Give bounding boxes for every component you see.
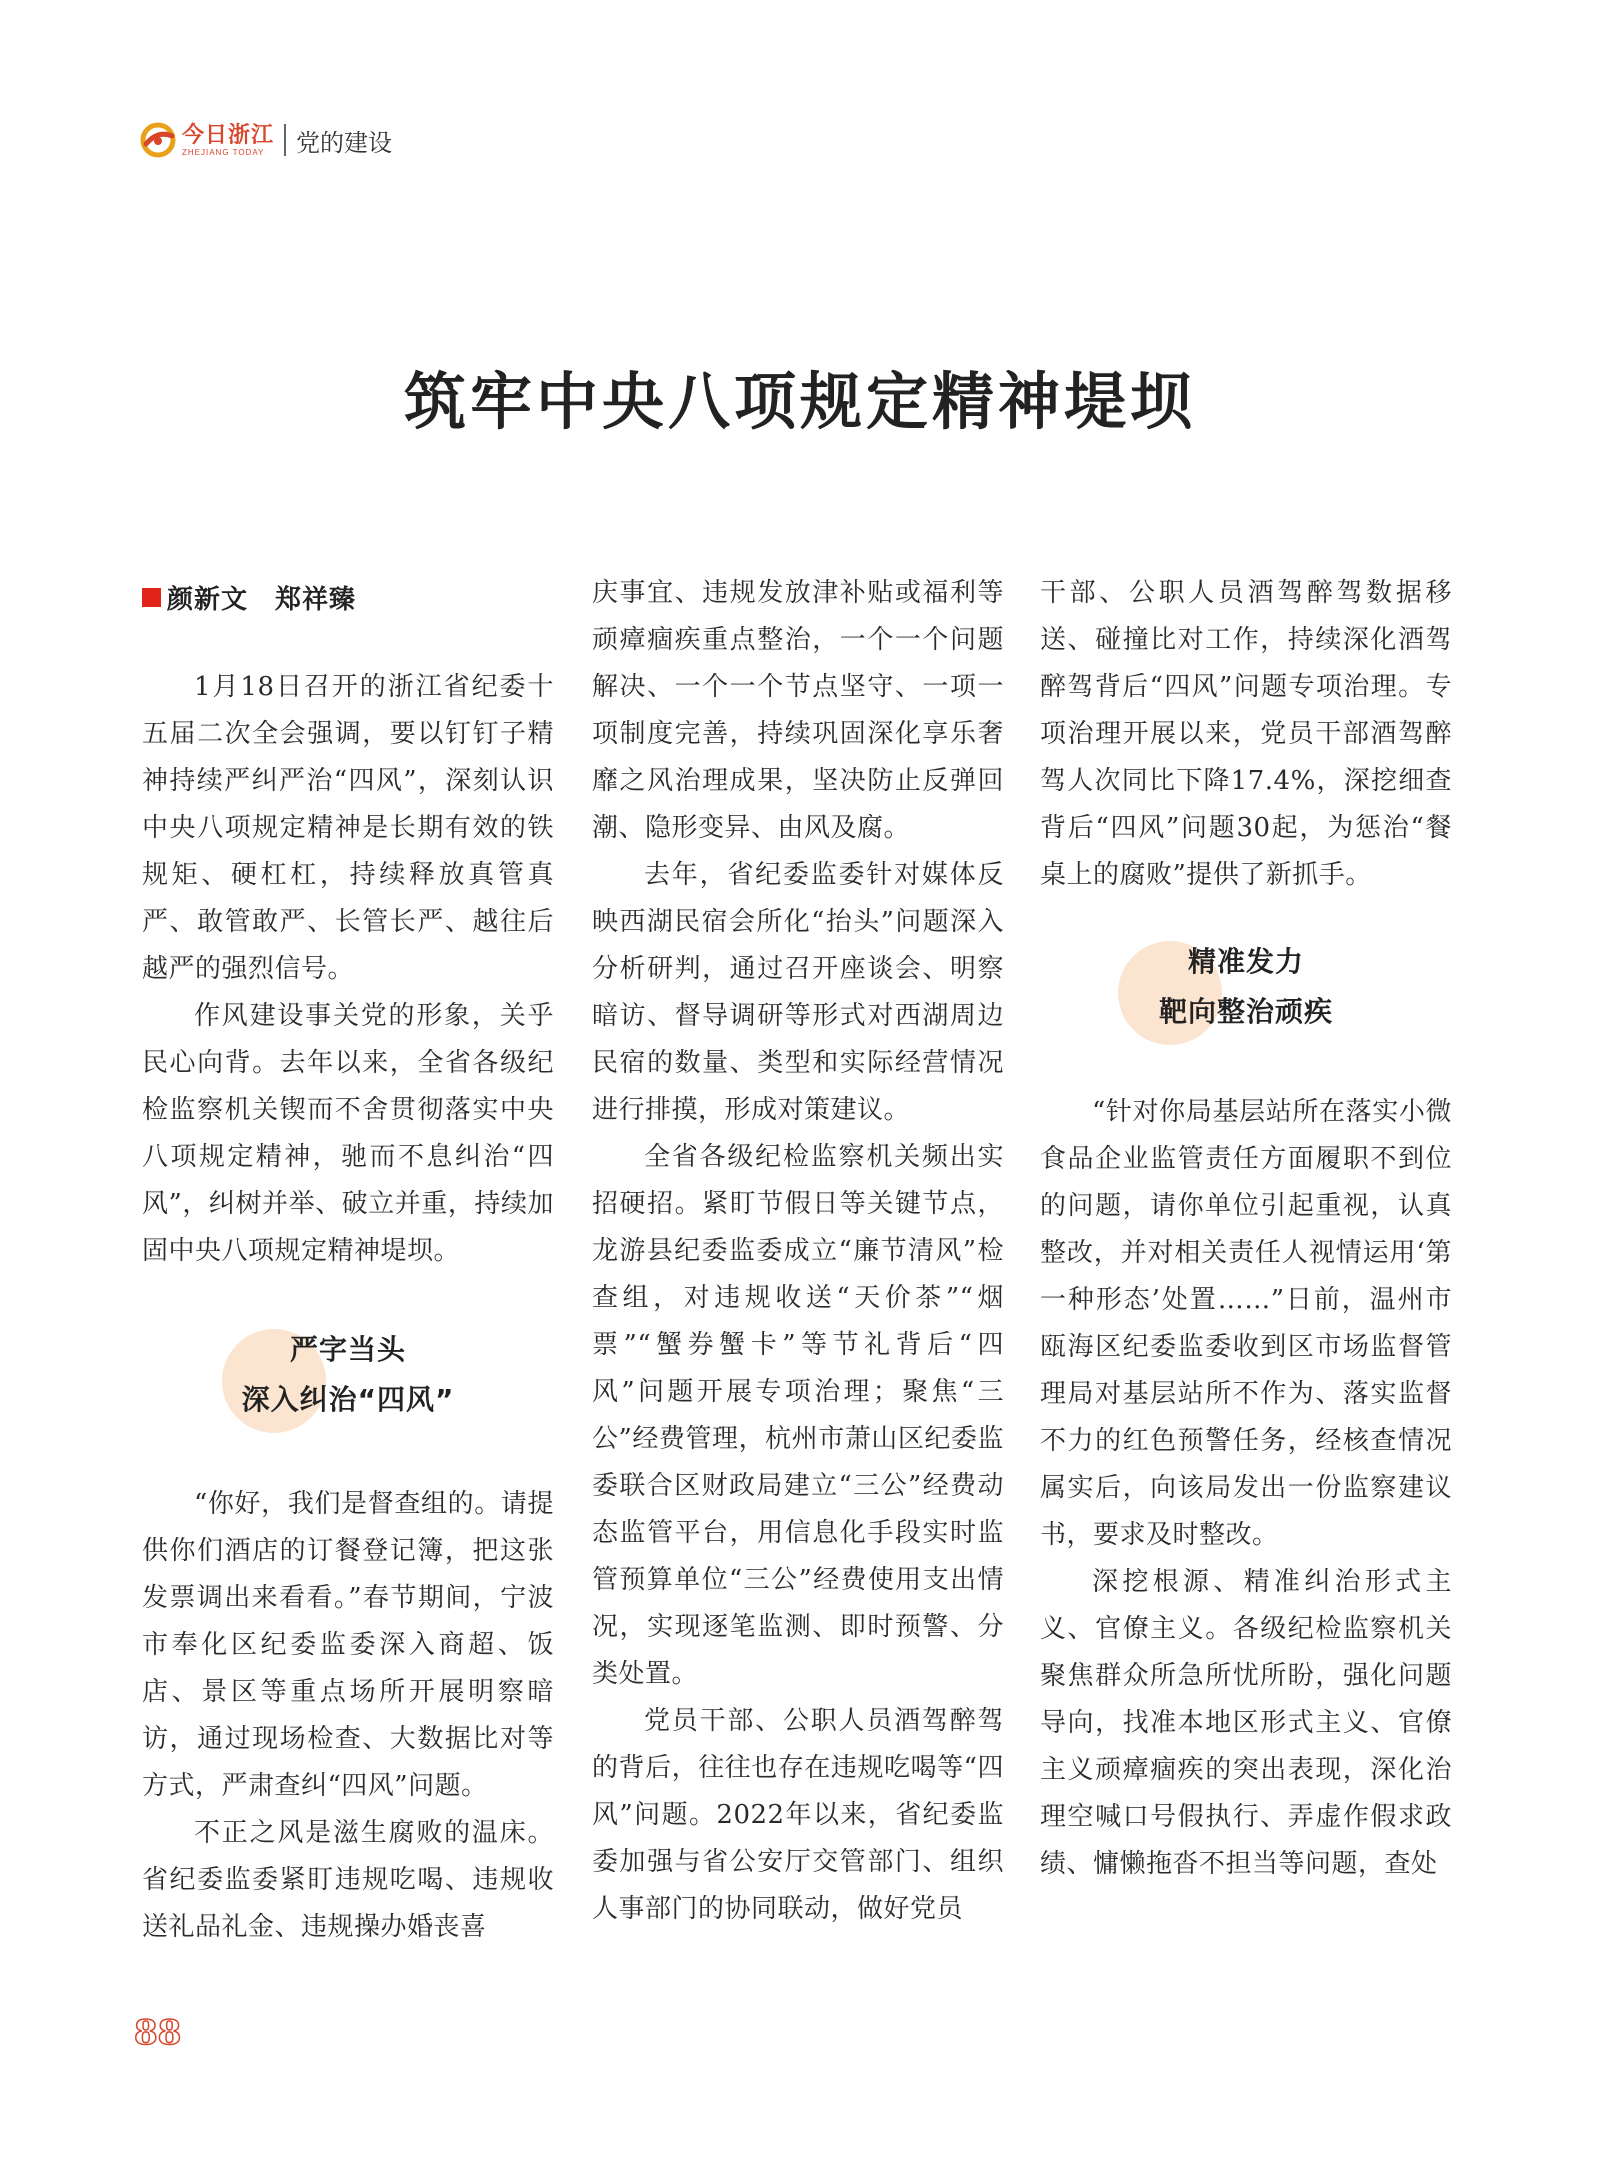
section-name: 党的建设 xyxy=(296,128,393,157)
paragraph: 作风建设事关党的形象，关乎民心向背。去年以来，全省各级纪检监察机关锲而不舍贯彻落实中央八项规定精神，驰而不息纠治“四风”，纠树并举、破立并重，持续加固中央八项规定精神堤坝。 xyxy=(142,1001,554,1266)
page-number: 88 xyxy=(134,2013,182,2053)
logo-text xyxy=(182,121,275,157)
logo-chinese-name: 今日浙江 xyxy=(182,121,275,148)
subheading-line: 深入纠治“四风” xyxy=(241,1383,455,1416)
subheading-1 xyxy=(142,1325,554,1431)
subheading-line: 靶向整治顽疾 xyxy=(1158,995,1333,1028)
page-header xyxy=(140,118,392,162)
paragraph: 不正之风是滋生腐败的温床。省纪委监委紧盯违规吃喝、违规收送礼品礼金、违规操办婚丧喜 xyxy=(142,1818,554,1942)
article-title: 筑牢中央八项规定精神堤坝 xyxy=(403,365,1196,438)
paragraph: 1月18日召开的浙江省纪委十五届二次全会强调，要以钉钉子精神持续严纠严治“四风”，深刻认识中央八项规定精神是长期有效的铁规矩、硬杠杠，持续释放真管真严、敢管敢严、长管长严、越往后越严的强烈信号。 xyxy=(142,672,554,984)
paragraph: 全省各级纪检监察机关频出实招硬招。紧盯节假日等关键节点，龙游县纪委监委成立“廉节清风”检查组，对违规收送“天价茶”“烟票”“蟹券蟹卡”等节礼背后“四风”问题开展专项治理；聚焦“三公”经费管理，杭州市萧山区纪委监委联合区财政局建立“三公”经费动态监管平台，用信息化手段实时监管预算单位“三公”经费使用支出情况，实现逐笔监测、即时预警、分类处置。 xyxy=(592,1142,1004,1689)
paragraph: 去年，省纪委监委针对媒体反映西湖民宿会所化“抬头”问题深入分析研判，通过召开座谈会、明察暗访、督导调研等形式对西湖周边民宿的数量、类型和实际经营情况进行排摸，形成对策建议。 xyxy=(592,860,1004,1125)
header-divider xyxy=(284,124,286,156)
paragraph-continued: 干部、公职人员酒驾醉驾数据移送、碰撞比对工作，持续深化酒驾醉驾背后“四风”问题专项治理。专项治理开展以来，党员干部酒驾醉驾人次同比下降17.4%，深挖细查背后“四风”问题30起，为惩治“餐桌上的腐败”提供了新抓手。 xyxy=(1040,578,1452,890)
paragraph: 党员干部、公职人员酒驾醉驾的背后，往往也存在违规吃喝等“四风”问题。2022年以来，省纪委监委加强与省公安厅交管部门、组织人事部门的协同联动，做好党员 xyxy=(592,1706,1004,1924)
subheading-line: 精准发力 xyxy=(1187,945,1304,978)
subheading-line: 严字当头 xyxy=(289,1333,406,1366)
paragraph-continued: 庆事宜、违规发放津补贴或福利等顽瘴痼疾重点整治，一个一个问题解决、一个一个节点坚守、一项一项制度完善，持续巩固深化享乐奢靡之风治理成果，坚决防止反弹回潮、隐形变异、由风及腐。 xyxy=(592,578,1004,843)
paragraph: “针对你局基层站所在落实小微食品企业监管责任方面履职不到位的问题，请你单位引起重视，认真整改，并对相关责任人视情运用‘第一种形态’处置……”日前，温州市瓯海区纪委监委收到区市场监督管理局对基层站所不作为、落实监督不力的红色预警任务，经核查情况属实后，向该局发出一份监察建议书，要求及时整改。 xyxy=(1040,1097,1452,1550)
paragraph: “你好，我们是督查组的。请提供你们酒店的订餐登记簿，把这张发票调出来看看。”春节期间，宁波市奉化区纪委监委深入商超、饭店、景区等重点场所开展明察暗访，通过现场检查、大数据比对等方式，严肃查纠“四风”问题。 xyxy=(142,1489,554,1801)
author-line xyxy=(142,574,554,621)
author-names: 颜新文 郑祥臻 xyxy=(167,585,357,615)
subheading-2 xyxy=(1040,937,1452,1043)
zhejiang-today-logo-icon xyxy=(140,122,176,158)
logo-english-name: ZHEJIANG TODAY xyxy=(182,147,265,157)
column-3 xyxy=(1040,570,1452,1888)
author-marker-icon xyxy=(142,588,161,607)
column-1 xyxy=(142,570,554,1951)
column-2 xyxy=(592,570,1004,1933)
paragraph: 深挖根源、精准纠治形式主义、官僚主义。各级纪检监察机关聚焦群众所急所忧所盼，强化问题导向，找准本地区形式主义、官僚主义顽瘴痼疾的突出表现，深化治理空喊口号假执行、弄虚作假求政绩、慵懒拖沓不担当等问题，查处 xyxy=(1040,1567,1452,1879)
